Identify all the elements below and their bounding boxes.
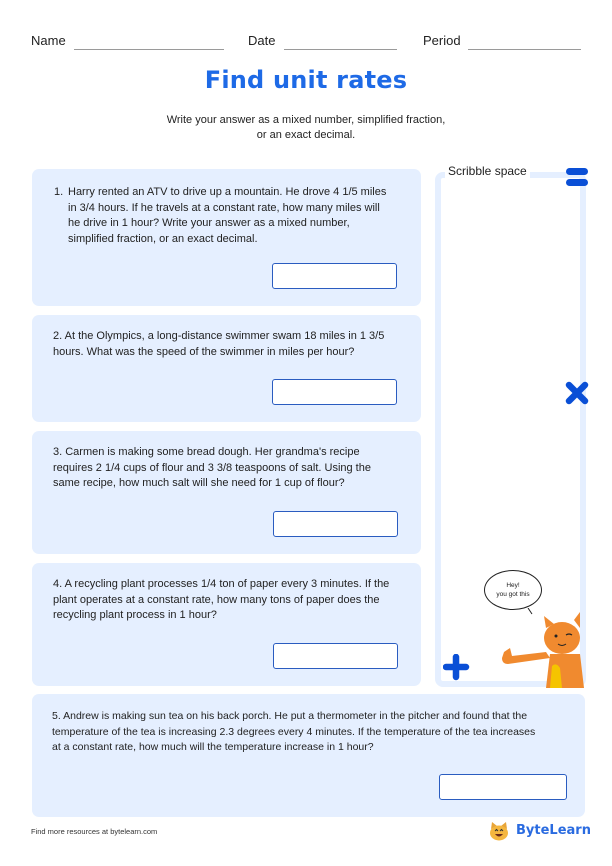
question-line: in 3/4 hours. If he travels at a constant rate, how many miles will bbox=[68, 201, 380, 214]
page-title: Find unit rates bbox=[204, 66, 408, 94]
scribble-label: Scribble space bbox=[445, 164, 530, 178]
question-line: temperature of the tea is increasing 2.3 degrees every 4 minutes. If the temperature of the tea increases bbox=[52, 725, 536, 738]
times-icon bbox=[564, 380, 592, 408]
question-line: 3. Carmen is making some bread dough. Her grandma's recipe bbox=[53, 446, 360, 458]
question-card-2 bbox=[32, 315, 421, 422]
question-text-5 bbox=[52, 709, 582, 756]
bytelearn-cat-logo-icon bbox=[488, 821, 510, 841]
period-label: Period bbox=[423, 33, 461, 48]
question-line: recycling plant process in 1 hour? bbox=[53, 609, 217, 621]
bubble-line: Hey! bbox=[506, 582, 520, 589]
plus-icon bbox=[443, 654, 471, 682]
question-line: 5. Andrew is making sun tea on his back porch. He put a thermometer in the pitcher and found that the bbox=[52, 710, 528, 722]
name-field[interactable] bbox=[74, 49, 224, 50]
bytelearn-brand: ByteLearn bbox=[516, 823, 591, 838]
question-text-2 bbox=[53, 329, 413, 360]
question-text-1 bbox=[54, 185, 414, 247]
question-card-5 bbox=[32, 694, 585, 817]
question-number: 1. bbox=[54, 186, 64, 198]
question-card-4 bbox=[32, 563, 421, 686]
question-text-3 bbox=[53, 445, 413, 492]
speech-bubble bbox=[484, 570, 542, 610]
question-line: he drive in 1 hour? Write your answer as a mixed number, bbox=[68, 217, 350, 229]
answer-box-3[interactable] bbox=[273, 511, 398, 537]
question-line: same recipe, how much salt will she need for 1 cup of flour? bbox=[53, 477, 345, 489]
question-line: hours. What was the speed of the swimmer in miles per hour? bbox=[53, 345, 355, 358]
period-field[interactable] bbox=[468, 49, 581, 50]
date-label: Date bbox=[248, 33, 276, 48]
answer-box-1[interactable] bbox=[272, 263, 397, 289]
instructions-line: or an exact decimal. bbox=[256, 129, 356, 141]
question-line: simplified fraction, or an exact decimal. bbox=[68, 232, 258, 245]
cat-mascot-icon bbox=[484, 608, 594, 688]
answer-box-2[interactable] bbox=[272, 379, 397, 405]
question-card-3 bbox=[32, 431, 421, 554]
question-card-1 bbox=[32, 169, 421, 306]
answer-box-5[interactable] bbox=[439, 774, 567, 800]
question-line: 4. A recycling plant processes 1/4 ton of paper every 3 minutes. If the bbox=[53, 578, 390, 590]
answer-box-4[interactable] bbox=[273, 643, 398, 669]
question-line: at a constant rate, how much will the temperature increase in 1 hour? bbox=[52, 741, 374, 753]
question-line: plant operates at a constant rate, how many tons of paper does the bbox=[53, 593, 380, 606]
instructions-line: Write your answer as a mixed number, simplified fraction, bbox=[166, 114, 446, 126]
bubble-line: you got this bbox=[496, 591, 530, 598]
date-field[interactable] bbox=[284, 49, 397, 50]
question-text-4 bbox=[53, 577, 413, 624]
instructions bbox=[0, 113, 612, 143]
footer-resources: Find more resources at bytelearn.com bbox=[31, 827, 158, 836]
name-label: Name bbox=[31, 33, 66, 48]
question-line: requires 2 1/4 cups of flour and 3 3/8 teaspoons of salt. Using the bbox=[53, 461, 371, 474]
question-line: Harry rented an ATV to drive up a mountain. He drove 4 1/5 miles bbox=[68, 186, 387, 198]
question-line: 2. At the Olympics, a long-distance swimmer swam 18 miles in 1 3/5 bbox=[53, 330, 385, 342]
equals-icon bbox=[565, 166, 591, 190]
